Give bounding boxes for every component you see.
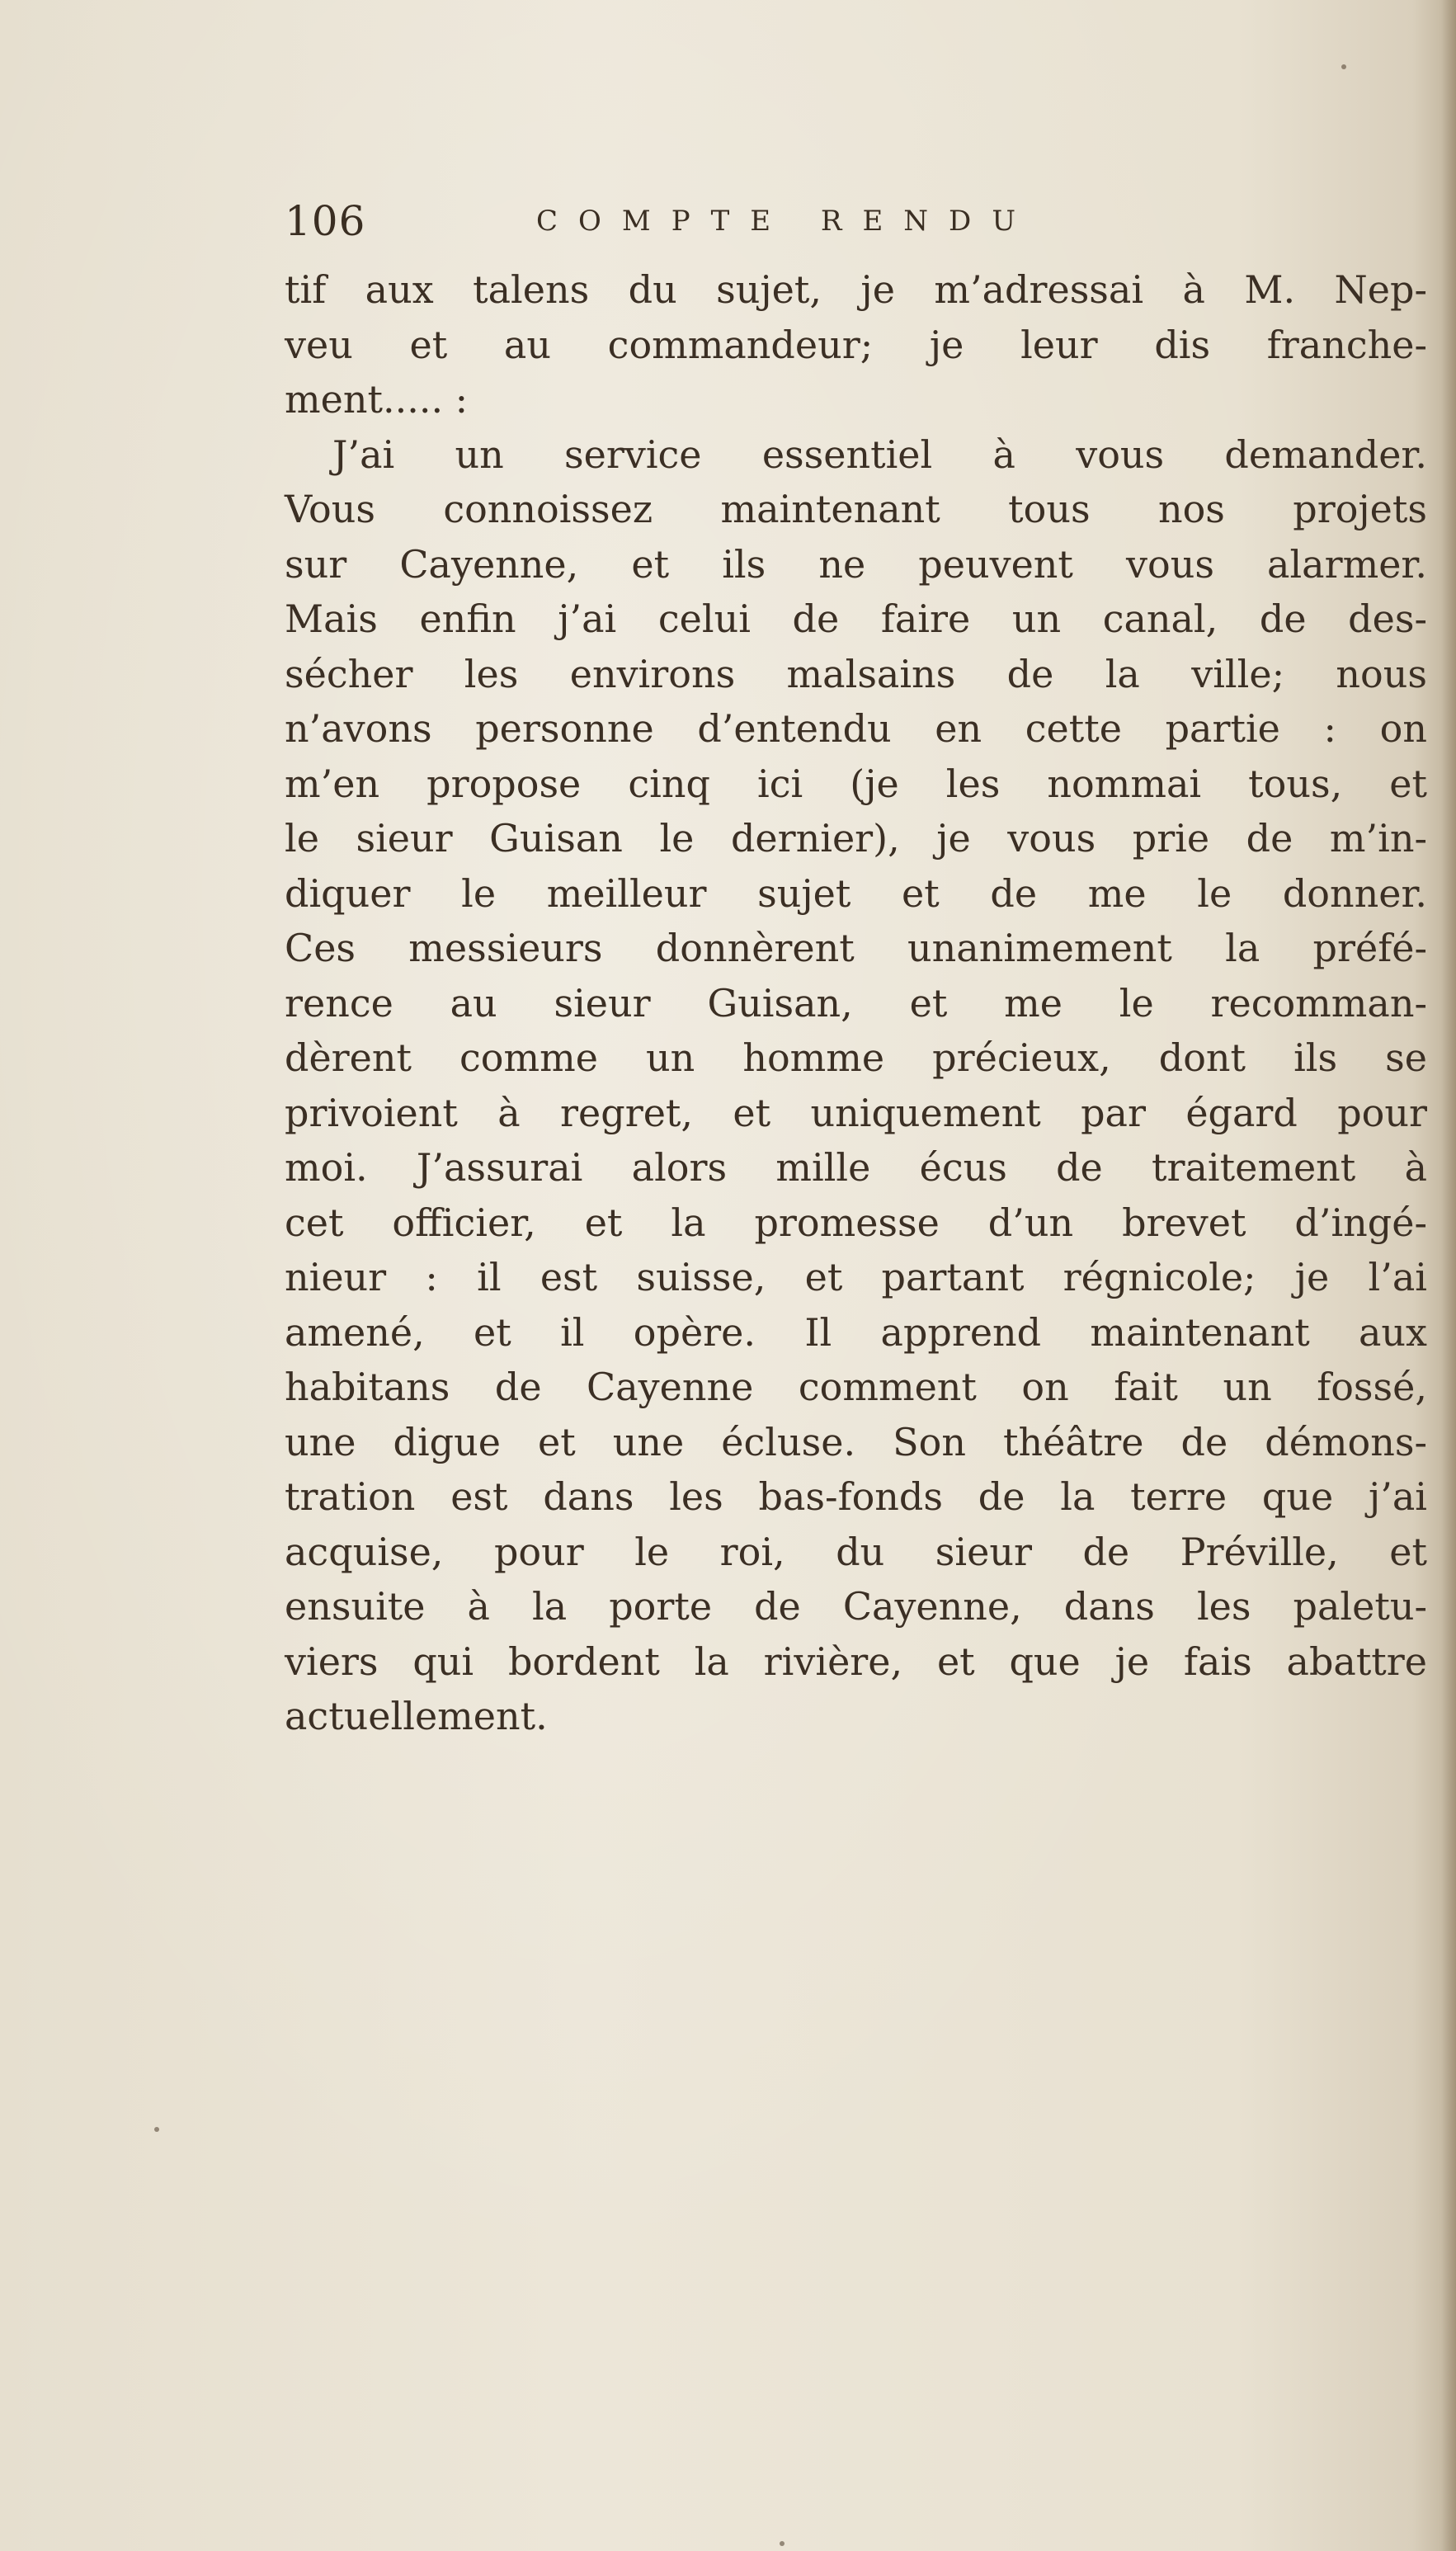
text-line: tration est dans les bas-fonds de la terre que j’ai [285,1474,1427,1519]
text-line: Vous connoissez maintenant tous nos projets [285,487,1427,531]
text-line: rence au sieur Guisan, et me le recomman- [285,980,1427,1026]
text-line: le sieur Guisan le dernier), je vous prie de m’in- [285,816,1427,861]
paper-speck [1341,64,1346,69]
text-line: Mais enfin j’ai celui de faire un canal, de des- [285,596,1427,641]
text-line: sécher les environs malsains de la ville; nous [285,651,1427,696]
paper-speck [154,2127,159,2132]
text-line: viers qui bordent la rivière, et que je fais abattre [285,1639,1427,1684]
text-line: une digue et une écluse. Son théâtre de démons- [285,1419,1427,1464]
text-line: cet officier, et la promesse d’un brevet d’ingé- [285,1200,1427,1245]
text-line: habitans de Cayenne comment on fait un fossé, [285,1365,1427,1409]
text-line: moi. J’assurai alors mille écus de traitement à [285,1145,1427,1190]
text-line: ensuite à la porte de Cayenne, dans les paletu- [285,1584,1427,1629]
text-line: amené, et il opère. Il apprend maintenant aux [285,1309,1427,1355]
paper-speck [780,2541,785,2546]
text-line: veu et au commandeur; je leur dis franche- [285,322,1427,367]
text-line: actuellement. [285,1694,548,1738]
text-line: J’ai un service essentiel à vous demander. [332,431,1427,477]
text-line: m’en propose cinq ici (je les nommai tous, et [285,761,1427,806]
text-line: ment..... : [285,377,469,422]
text-line: tif aux talens du sujet, je m’adressai à M. Nep- [285,267,1427,312]
text-line: acquise, pour le roi, du sieur de Préville, et [285,1529,1427,1574]
body-text [285,262,1427,1744]
page-number: 106 [285,197,366,245]
text-line: nieur : il est suisse, et partant régnicole; je l’ai [285,1255,1427,1299]
text-line: sur Cayenne, et ils ne peuvent vous alarmer. [285,541,1427,587]
text-line: dèrent comme un homme précieux, dont ils se [285,1035,1427,1080]
text-line: Ces messieurs donnèrent unanimement la préfé- [285,926,1427,970]
page-edge-shadow [1441,0,1456,2551]
running-head: COMPTE RENDU [536,205,1036,238]
text-line: privoient à regret, et uniquement par égard pour [285,1090,1427,1135]
text-line: diquer le meilleur sujet et de me le donner. [285,870,1427,916]
text-line: n’avons personne d’entendu en cette partie : on [285,706,1427,751]
page-header [285,188,1209,254]
